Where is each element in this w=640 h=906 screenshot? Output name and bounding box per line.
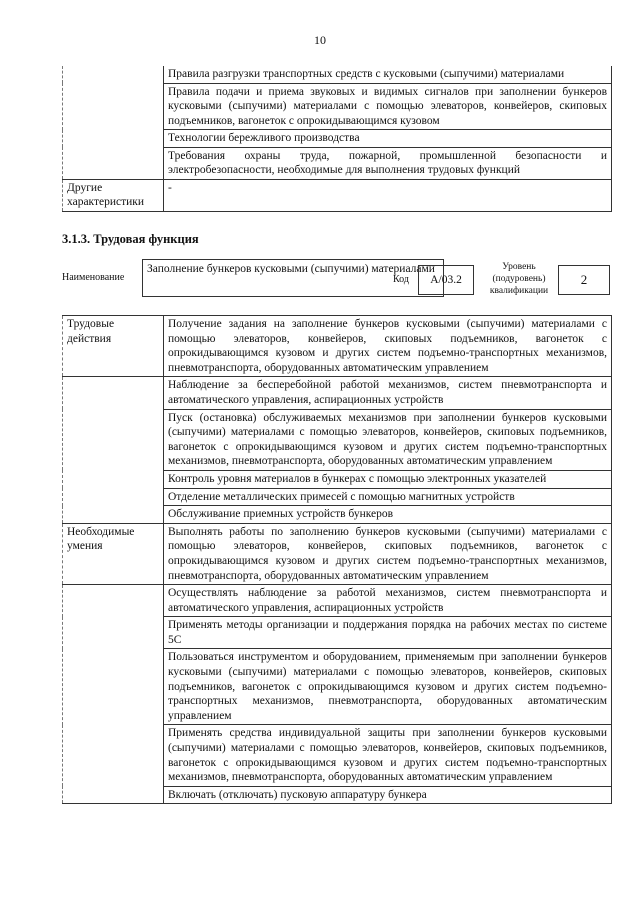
- function-name-box: Заполнение бункеров кусковыми (сыпучими) материалами: [142, 259, 444, 297]
- other-characteristics-value: -: [164, 179, 612, 211]
- left-cell: [63, 786, 164, 804]
- continuation-table: [62, 66, 612, 212]
- table-row: [63, 506, 612, 524]
- left-cell: [63, 649, 164, 725]
- table-row: [63, 786, 612, 804]
- function-header: [62, 258, 612, 300]
- row-text: Правила разгрузки транспортных средств с кусковыми (сыпучими) материалами: [164, 66, 612, 83]
- table-row: [63, 147, 612, 179]
- function-code-box: А/03.2: [418, 265, 474, 295]
- page-number: 10: [314, 33, 326, 47]
- skill-item: Пользоваться инструментом и оборудованием, применяемым при заполнении бункеров кусковыми (сыпучими) материалами с помощью элеваторов, конвейеров, скиповых подъемников, вагонеток с опрокидывающимся кузовом и других систем подъемно-транспортных механизмов, пневмотранспорта, оборудованных автоматическим управлением: [164, 649, 612, 725]
- labor-action-item: Получение задания на заполнение бункеров кусковыми (сыпучими) материалами с помощью элеваторов, конвейеров, скиповых подъемников, вагонеток с опрокидывающимся кузовом и других систем подъемно-транспортных механизмов, пневмотранспорта, оборудованных автоматическим управлением: [164, 316, 612, 377]
- skill-item: Применять средства индивидуальной защиты при заполнении бункеров кусковыми (сыпучими) материалами с помощью элеваторов, конвейеров, скиповых подъемников, вагонеток с опрокидывающимся кузовом и других систем подъемно-транспортных механизмов, пневмотранспорта, оборудованных автоматическим управлением: [164, 725, 612, 786]
- table-row: [63, 523, 612, 584]
- skill-item: Осуществлять наблюдение за работой механизмов, систем пневмотранспорта и автоматического управления, аспирационных устройств: [164, 585, 612, 617]
- table-row: [63, 130, 612, 148]
- level-label: Уровень (подуровень) квалификации: [489, 262, 549, 296]
- skill-item: Выполнять работы по заполнению бункеров кусковыми (сыпучими) материалами с помощью элеваторов, конвейеров, скиповых подъемников, вагонеток с опрокидывающимся кузовом и других систем подъемно-транспортных механизмов, пневмотранспорта, оборудованных автоматическим управлением: [164, 523, 612, 584]
- level-box: 2: [558, 265, 610, 295]
- left-cell: [63, 470, 164, 488]
- row-text: Технологии бережливого производства: [164, 130, 612, 148]
- labor-action-item: Пуск (остановка) обслуживаемых механизмов при заполнении бункеров кусковыми (сыпучими) материалами с помощью элеваторов, конвейеров, скиповых подъемников, вагонеток с опрокидывающимся кузовом и других систем подъемно-транспортных механизмов, пневмотранспорта, оборудованных автоматическим управлением: [164, 409, 612, 470]
- left-cell: [63, 506, 164, 524]
- left-cell: [63, 725, 164, 786]
- section-heading: 3.1.3. Трудовая функция: [62, 232, 199, 246]
- row-label: [63, 66, 164, 83]
- row-label: [63, 147, 164, 179]
- table-row: [63, 66, 612, 83]
- required-skills-label: Необходимые умения: [63, 523, 164, 584]
- left-cell: [63, 585, 164, 617]
- skill-item: Включать (отключать) пусковую аппаратуру бункера: [164, 786, 612, 804]
- table-row: [63, 83, 612, 130]
- code-label: Код: [393, 274, 409, 285]
- table-row: [63, 409, 612, 470]
- table-row: [63, 649, 612, 725]
- row-text: Правила подачи и приема звуковых и видимых сигналов при заполнении бункеров кусковыми (сыпучими) материалами с помощью элеваторов, конвейеров, скиповых подъемников, вагонеток с опрокидывающимся кузовом: [164, 83, 612, 130]
- left-cell: [63, 488, 164, 506]
- labor-action-item: Контроль уровня материалов в бункерах с помощью электронных указателей: [164, 470, 612, 488]
- left-cell: [63, 409, 164, 470]
- function-table: [62, 315, 612, 804]
- other-characteristics-label: Другие характеристики: [63, 179, 164, 211]
- table-row: [63, 316, 612, 377]
- table-row: [63, 470, 612, 488]
- labor-action-item: Отделение металлических примесей с помощью магнитных устройств: [164, 488, 612, 506]
- row-label: [63, 130, 164, 148]
- table-row: [63, 725, 612, 786]
- left-cell: [63, 617, 164, 649]
- table-row: [63, 617, 612, 649]
- left-cell: [63, 377, 164, 409]
- labor-actions-label: Трудовые действия: [63, 316, 164, 377]
- table-row: [63, 488, 612, 506]
- row-label: [63, 83, 164, 130]
- labor-action-item: Обслуживание приемных устройств бункеров: [164, 506, 612, 524]
- table-row: [63, 585, 612, 617]
- table-row: [63, 179, 612, 211]
- table-row: [63, 377, 612, 409]
- name-label: Наименование: [62, 272, 125, 283]
- skill-item: Применять методы организации и поддержания порядка на рабочих местах по системе 5С: [164, 617, 612, 649]
- row-text: Требования охраны труда, пожарной, промышленной безопасности и электробезопасности, необходимые для выполнения трудовых функций: [164, 147, 612, 179]
- labor-action-item: Наблюдение за бесперебойной работой механизмов, систем пневмотранспорта и автоматического управления, аспирационных устройств: [164, 377, 612, 409]
